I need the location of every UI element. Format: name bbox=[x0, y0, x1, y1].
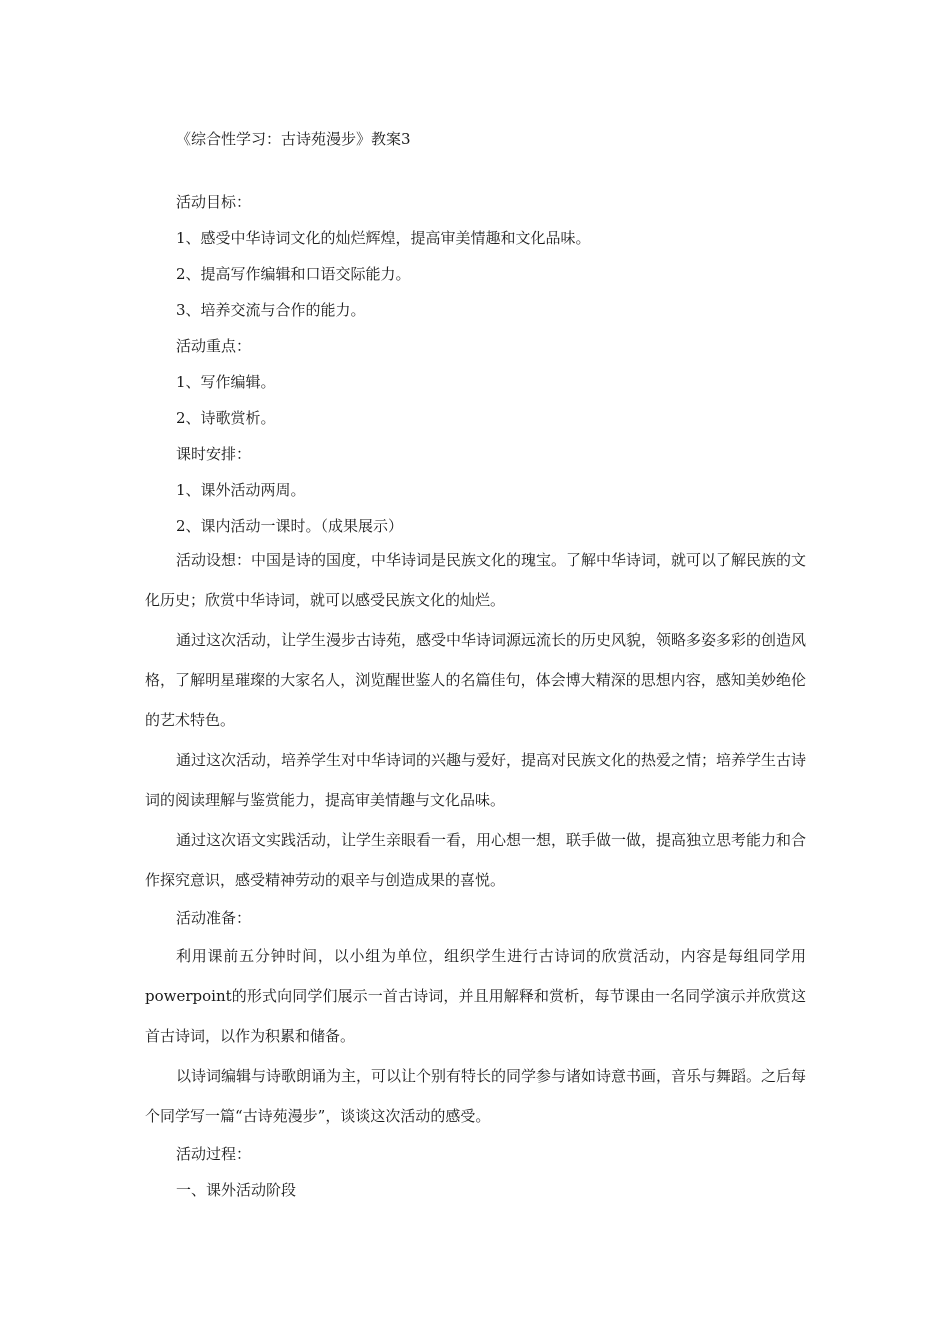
concept-paragraph: 活动设想：中国是诗的国度，中华诗词是民族文化的瑰宝。了解中华诗词，就可以了解民族的文化历史；欣赏中华诗词，就可以感受民族文化的灿烂。 bbox=[145, 551, 807, 609]
purpose-paragraph: 通过这次语文实践活动，让学生亲眼看一看，用心想一想，联手做一做，提高独立思考能力和合作探究意识，感受精神劳动的艰辛与创造成果的喜悦。 bbox=[145, 831, 807, 889]
focus-heading: 活动重点： bbox=[176, 337, 252, 355]
process-stage: 一、课外活动阶段 bbox=[176, 1181, 297, 1199]
focus-item: 1、写作编辑。 bbox=[176, 373, 276, 391]
preparation-paragraph: 以诗词编辑与诗歌朗诵为主，可以让个别有特长的同学参与诸如诗意书画，音乐与舞蹈。之后每个同学写一篇“古诗苑漫步”，谈谈这次活动的感受。 bbox=[145, 1067, 807, 1125]
objective-item: 1、感受中华诗词文化的灿烂辉煌，提高审美情趣和文化品味。 bbox=[176, 229, 591, 247]
objectives-heading: 活动目标： bbox=[176, 193, 252, 211]
preparation-paragraph: 利用课前五分钟时间，以小组为单位，组织学生进行古诗词的欣赏活动，内容是每组同学用powerpoint的形式向同学们展示一首古诗词，并且用解释和赏析，每节课由一名同学演示并欣赏这首古诗词，以作为积累和储备。 bbox=[145, 947, 806, 1045]
objective-item: 2、提高写作编辑和口语交际能力。 bbox=[176, 265, 411, 283]
purpose-paragraph: 通过这次活动，让学生漫步古诗苑，感受中华诗词源远流长的历史风貌，领略多姿多彩的创造风格，了解明星璀璨的大家名人，浏览醒世鉴人的名篇佳句，体会博大精深的思想内容，感知美妙绝伦的艺术特色。 bbox=[145, 631, 807, 729]
process-heading: 活动过程： bbox=[176, 1145, 252, 1163]
objective-item: 3、培养交流与合作的能力。 bbox=[176, 301, 366, 319]
schedule-item: 1、课外活动两周。 bbox=[176, 481, 306, 499]
purpose-paragraph: 通过这次活动，培养学生对中华诗词的兴趣与爱好，提高对民族文化的热爱之情；培养学生古诗词的阅读理解与鉴赏能力，提高审美情趣与文化品味。 bbox=[145, 751, 807, 809]
preparation-heading: 活动准备： bbox=[176, 909, 252, 927]
focus-item: 2、诗歌赏析。 bbox=[176, 409, 276, 427]
document-title: 《综合性学习：古诗苑漫步》教案3 bbox=[176, 130, 411, 148]
schedule-item: 2、课内活动一课时。（成果展示） bbox=[176, 517, 404, 535]
document-body bbox=[145, 184, 806, 1208]
schedule-heading: 课时安排： bbox=[176, 445, 252, 463]
